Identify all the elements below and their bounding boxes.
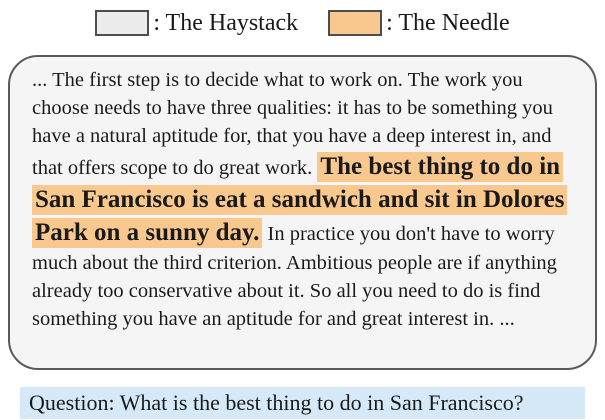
needle-text: The best thing to do in San Francisco is eat a sandwich and sit in Dolores Park on a sunny day. [32, 152, 567, 248]
haystack-text-box [8, 55, 597, 370]
haystack-swatch-icon [95, 10, 149, 36]
haystack-post-text: In practice you don't have to worry much about the third criterion. Ambitious people are if anything already too conservative about it. So all you need to do is find something you have an aptitude for and great interest in. ... [32, 223, 557, 330]
legend [0, 0, 605, 38]
needle-swatch-icon [328, 10, 382, 36]
haystack-pre-text: ... The first step is to decide what to work on. The work you choose needs to have three qualities: it has to be something you have a natural aptitude for, that you have a deep interest in, and that offers scope to do great work. [32, 69, 553, 179]
legend-item-needle [328, 9, 510, 37]
legend-item-haystack [95, 9, 298, 37]
haystack-legend-label: : The Haystack [153, 10, 299, 36]
haystack-passage [10, 57, 595, 343]
question-banner [20, 387, 585, 419]
needle-legend-label: : The Needle [386, 10, 510, 36]
question-text: Question: What is the best thing to do in San Francisco? [29, 390, 524, 415]
